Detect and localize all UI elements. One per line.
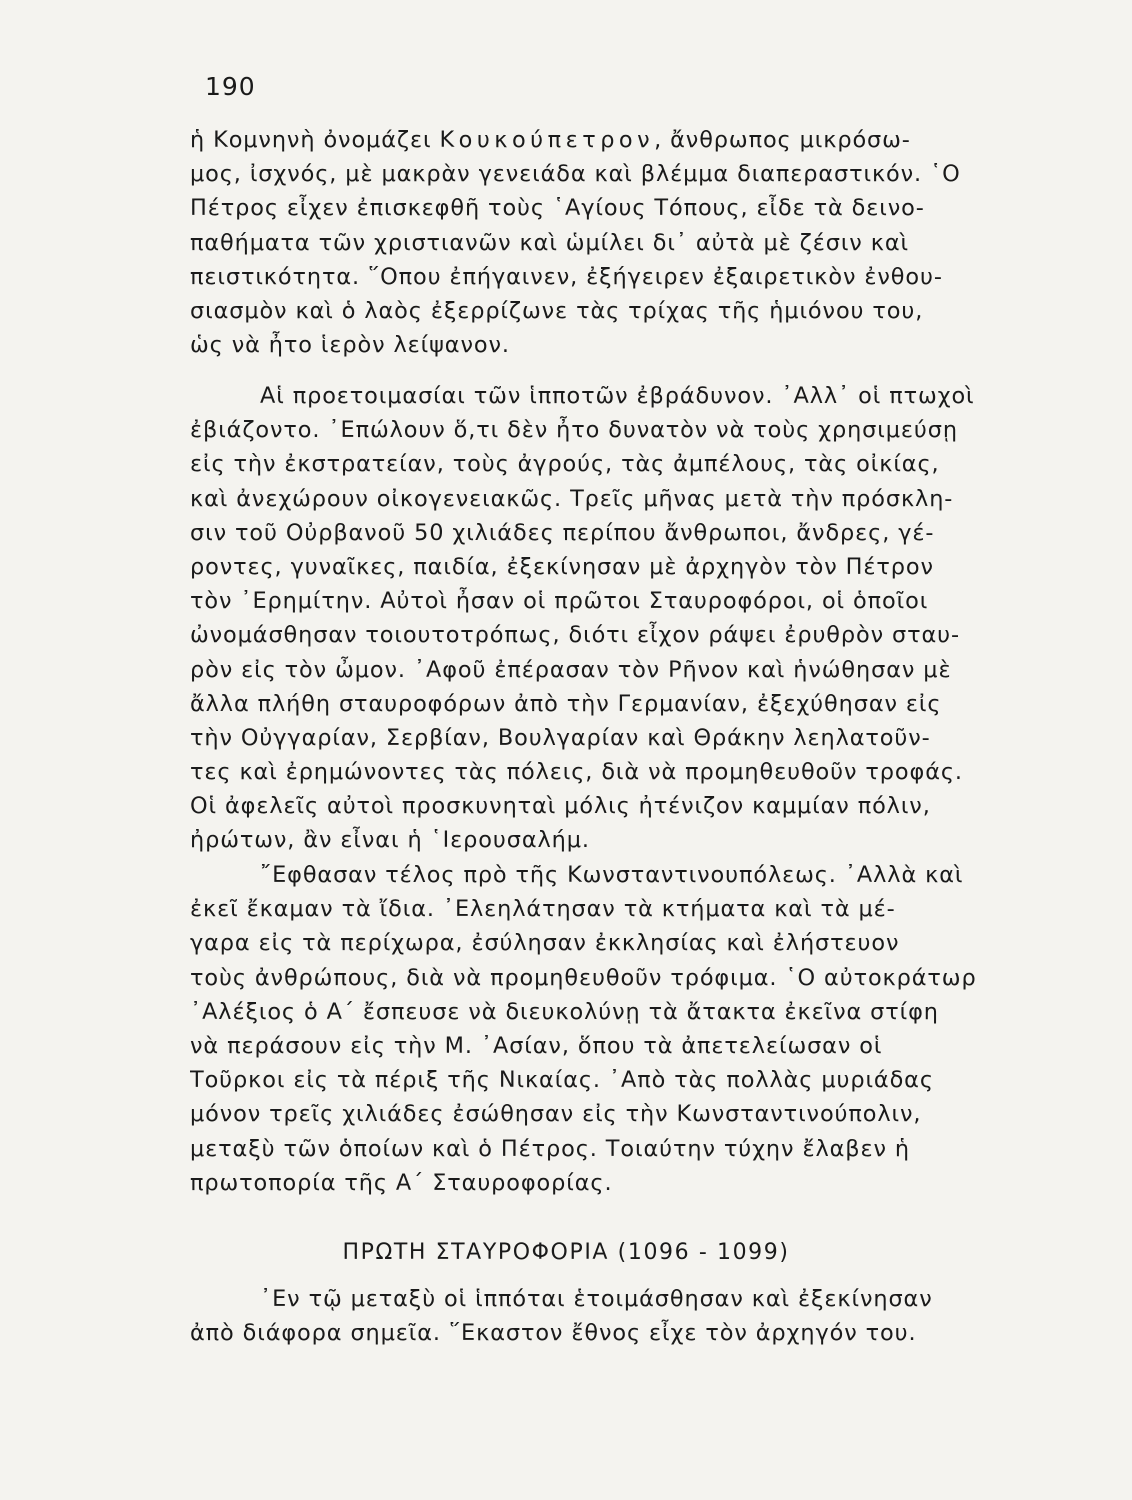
text-line: εἰς τὴν ἐκστρατείαν, τοὺς ἀγρούς, τὰς ἀμπέλους, τὰς οἰκίας, xyxy=(190,451,940,478)
text-line: ἄλλα πλήθη σταυροφόρων ἀπὸ τὴν Γερμανίαν, ἐξεχύθησαν εἰς xyxy=(190,690,942,717)
text-line: νὰ περάσουν εἰς τὴν Μ. ᾿Ασίαν, ὅπου τὰ ἀπετελείωσαν οἱ xyxy=(190,1032,883,1059)
text-line: σιν τοῦ Οὐρβανοῦ 50 χιλιάδες περίπου ἄνθρωποι, ἄνδρες, γέ- xyxy=(190,519,935,546)
text-line: καὶ ἀνεχώρουν οἰκογενειακῶς. Τρεῖς μῆνας μετὰ τὴν πρόσκλη- xyxy=(190,485,954,512)
text-line: μεταξὺ τῶν ὁποίων καὶ ὁ Πέτρος. Τοιαύτην τύχην ἔλαβεν ἡ xyxy=(190,1135,910,1162)
text-line: γαρα εἰς τὰ περίχωρα, ἐσύλησαν ἐκκλησίας καὶ ἐλήστευον xyxy=(190,930,900,957)
paragraph-2 xyxy=(190,379,1078,858)
text-line: τοὺς ἀνθρώπους, διὰ νὰ προμηθευθοῦν τρόφιμα. ῾Ο αὐτοκράτωρ xyxy=(190,964,977,991)
text-line: πειστικότητα. ῞Οπου ἐπήγαινεν, ἐξήγειρεν ἐξαιρετικὸν ἐνθου- xyxy=(190,263,943,290)
text-line: ροντες, γυναῖκες, παιδία, ἐξεκίνησαν μὲ ἀρχηγὸν τὸν Πέτρον xyxy=(190,553,934,580)
paragraph-4 xyxy=(190,1282,1078,1350)
text-line: μόνον τρεῖς χιλιάδες ἐσώθησαν εἰς τὴν Κωνσταντινούπολιν, xyxy=(190,1101,922,1128)
text-line: τὴν Οὐγγαρίαν, Σερβίαν, Βουλγαρίαν καὶ Θράκην λεηλατοῦν- xyxy=(190,724,931,751)
text-line: ᾿Αλέξιος ὁ Α´ ἔσπευσε νὰ διευκολύνῃ τὰ ἄτακτα ἐκεῖνα στίφη xyxy=(190,998,939,1025)
text-line: μος, ἰσχνός, μὲ μακρὰν γενειάδα καὶ βλέμμα διαπεραστικόν. ῾Ο xyxy=(190,161,961,188)
text-line: Οἱ ἀφελεῖς αὐτοὶ προσκυνηταὶ μόλις ἠτένιζον καμμίαν πόλιν, xyxy=(190,793,931,820)
text-line: ἡ Κομνηνὴ ὀνομάζει Κουκούπετρον, ἄνθρωπος μικρόσω- xyxy=(190,127,911,153)
text-line: τες καὶ ἐρημώνοντες τὰς πόλεις, διὰ νὰ προμηθευθοῦν τροφάς. xyxy=(190,759,963,786)
text-line: παθήματα τῶν χριστιανῶν καὶ ὡμίλει δι᾽ αὐτὰ μὲ ζέσιν καὶ xyxy=(190,229,909,256)
text-line: ἀπὸ διάφορα σημεῖα. ῞Εκαστον ἔθνος εἶχε τὸν ἀρχηγόν του. xyxy=(190,1320,917,1347)
paragraph-3 xyxy=(190,858,1078,1200)
text-line: ἐκεῖ ἔκαμαν τὰ ἴδια. ᾿Ελεηλάτησαν τὰ κτήματα καὶ τὰ μέ- xyxy=(190,896,896,923)
section-heading: ΠΡΩΤΗ ΣΤΑΥΡΟΦΟΡΙΑ (1096 - 1099) xyxy=(342,1240,790,1265)
text-line: ἠρώτων, ἂν εἶναι ἡ ῾Ιερουσαλήμ. xyxy=(190,827,590,854)
page-number: 190 xyxy=(205,72,256,101)
text-line: ὠνομάσθησαν τοιουτοτρόπως, διότι εἶχον ράψει ἐρυθρὸν σταυ- xyxy=(190,622,961,649)
text-line: Τοῦρκοι εἰς τὰ πέριξ τῆς Νικαίας. ᾿Απὸ τὰς πολλὰς μυριάδας xyxy=(190,1067,934,1094)
text-line: πρωτοπορία τῆς Α´ Σταυροφορίας. xyxy=(190,1169,613,1196)
text-line: ᾿Εν τῷ μεταξὺ οἱ ἱππόται ἑτοιμάσθησαν καὶ ἐξεκίνησαν xyxy=(260,1286,933,1312)
text-line: Πέτρος εἶχεν ἐπισκεφθῆ τοὺς ῾Αγίους Τόπους, εἶδε τὰ δεινο- xyxy=(190,195,925,222)
text-line: ρὸν εἰς τὸν ὦμον. ᾿Αφοῦ ἐπέρασαν τὸν Ρῆνον καὶ ἡνώθησαν μὲ xyxy=(190,656,952,683)
paragraph-1 xyxy=(190,123,1078,362)
text-line: σιασμὸν καὶ ὁ λαὸς ἐξερρίζωνε τὰς τρίχας τῆς ἡμιόνου του, xyxy=(190,297,924,324)
text-line: τὸν ᾿Ερημίτην. Αὐτοὶ ἦσαν οἱ πρῶτοι Σταυροφόροι, οἱ ὁποῖοι xyxy=(190,588,929,615)
text-line: Αἱ προετοιμασίαι τῶν ἱπποτῶν ἐβράδυνον. ᾿Αλλ᾽ οἱ πτωχοὶ xyxy=(260,383,975,409)
text-line: ἐβιάζοντο. ᾿Επώλουν ὅ,τι δὲν ἦτο δυνατὸν νὰ τοὺς χρησιμεύσῃ xyxy=(190,417,958,444)
text-line: ῎Εφθασαν τέλος πρὸ τῆς Κωνσταντινουπόλεως. ᾿Αλλὰ καὶ xyxy=(260,862,964,888)
text-line: ὡς νὰ ἦτο ἱερὸν λείψανον. xyxy=(190,332,510,359)
